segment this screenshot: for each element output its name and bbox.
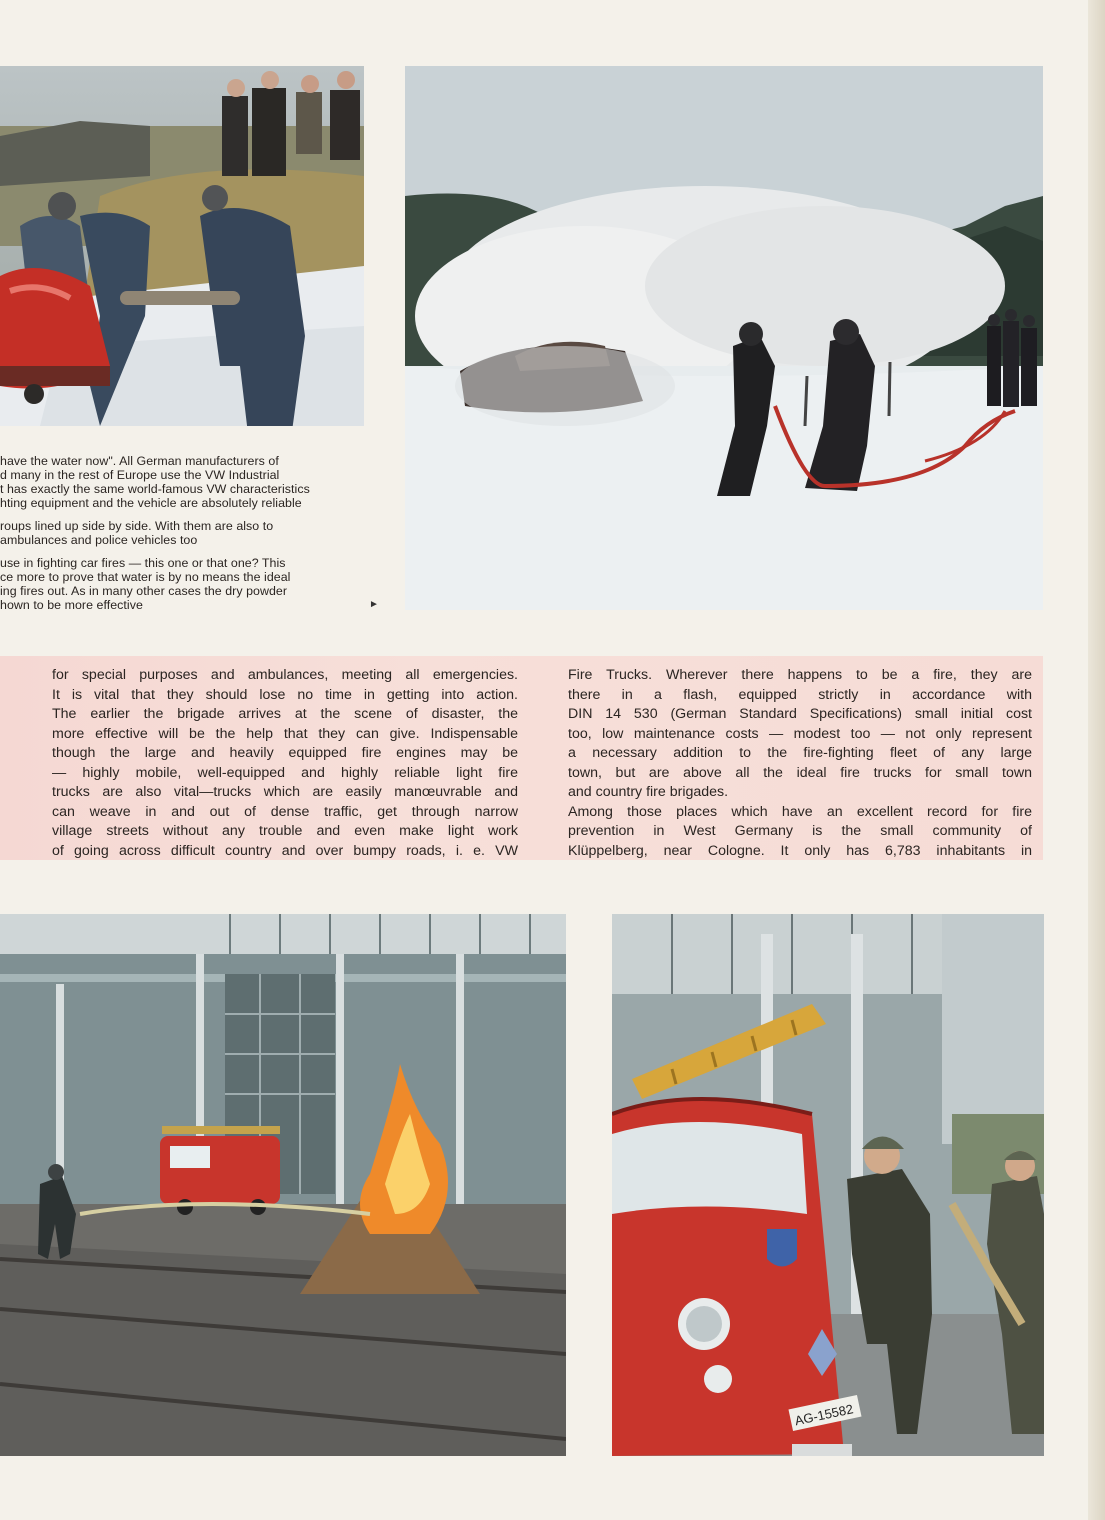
caption-3 bbox=[0, 556, 362, 612]
body-line: too, low maintenance costs — modest too — not only represent bbox=[568, 725, 1032, 742]
body-line: prevention in West Germany is the small community of bbox=[568, 823, 1032, 839]
caption-line: hown to be more effective bbox=[0, 598, 143, 612]
caption-line: ing fires out. As in many other cases the dry powder bbox=[0, 584, 288, 598]
photo-car-fire-snow bbox=[405, 66, 1043, 610]
body-line: there in a flash, equipped strictly in accordance with bbox=[568, 686, 1032, 703]
body-line: It is vital that they should lose no time in getting into action. bbox=[52, 686, 518, 703]
caption-line: have the water now". All German manufacturers of bbox=[0, 454, 279, 468]
caption-line: roups lined up side by side. With them are also to bbox=[0, 519, 274, 533]
body-line: a necessary addition to the fire-fighting fleet of any large bbox=[568, 745, 1032, 761]
body-line: — highly mobile, well-equipped and highly reliable light fire bbox=[52, 764, 518, 781]
caption-line: ambulances and police vehicles too bbox=[0, 533, 198, 547]
body-line: Fire Trucks. Wherever there happens to be a fire, they are bbox=[568, 667, 1032, 683]
body-line: village streets without any trouble and even make light work bbox=[52, 823, 518, 839]
body-line: can weave in and out of dense traffic, get through narrow bbox=[52, 803, 518, 820]
photo-captions bbox=[0, 454, 362, 621]
page-edge bbox=[1088, 0, 1105, 1520]
caption-line: use in fighting car fires — this one or that one? This bbox=[0, 556, 286, 570]
caption-arrow-icon: ► bbox=[369, 599, 379, 610]
body-line: trucks are also vital—trucks which are easily manœuvrable and bbox=[52, 784, 518, 800]
body-line: though the large and heavily equipped fire engines may be bbox=[52, 745, 518, 761]
caption-line: ce more to prove that water is by no means the ideal bbox=[0, 570, 291, 584]
photo-bonfire-drill bbox=[0, 914, 566, 1456]
body-line: Among those places which have an excellent record for fire bbox=[568, 803, 1032, 820]
caption-line: t has exactly the same world-famous VW characteristics bbox=[0, 482, 310, 496]
body-line: for special purposes and ambulances, meeting all emergencies. bbox=[52, 667, 518, 683]
caption-line: d many in the rest of Europe use the VW Industrial bbox=[0, 468, 280, 482]
body-line: Klüppelberg, near Cologne. It only has 6,783 inhabitants in bbox=[568, 842, 1032, 859]
body-column-right bbox=[568, 666, 1032, 861]
photo-firemen-pump bbox=[0, 66, 364, 426]
body-column-left bbox=[52, 666, 518, 861]
photo-vw-fire-truck bbox=[612, 914, 1044, 1456]
body-line: DIN 14 530 (German Standard Specifications) small initial cost bbox=[568, 706, 1032, 722]
caption-2 bbox=[0, 519, 362, 547]
body-line: more effective will be the help that they can give. Indispensable bbox=[52, 725, 518, 742]
license-plate: AG-15582 bbox=[793, 1401, 855, 1429]
caption-line: hting equipment and the vehicle are absolutely reliable bbox=[0, 496, 302, 510]
body-line: and country fire brigades. bbox=[568, 784, 729, 800]
body-line: of going across difficult country and over bumpy roads, i. e. VW bbox=[52, 842, 518, 859]
caption-1 bbox=[0, 454, 362, 510]
body-line: The earlier the brigade arrives at the scene of disaster, the bbox=[52, 706, 518, 722]
body-line: town, but are above all the ideal fire trucks for small town bbox=[568, 764, 1032, 781]
